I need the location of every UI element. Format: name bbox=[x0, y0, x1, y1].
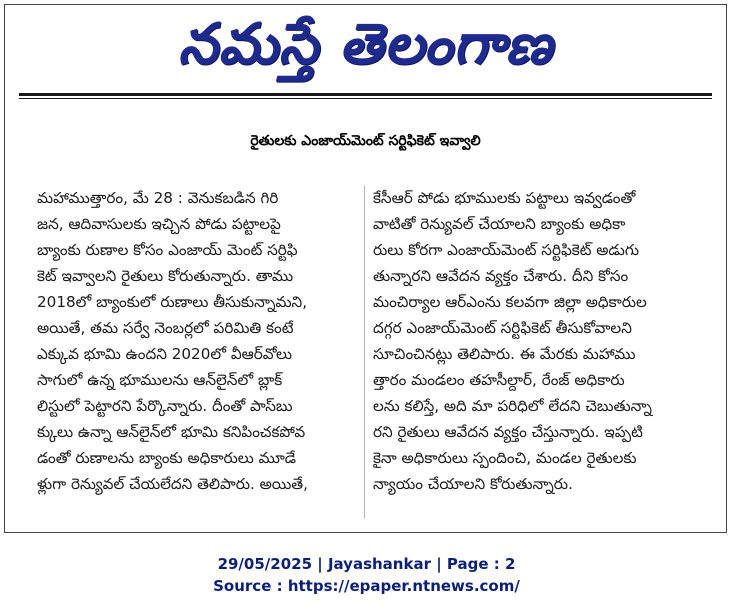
article-line: 2018లో బ్యాంకులో రుణాలు తీసుకున్నామని, bbox=[37, 293, 308, 311]
article-line: రని రైతులు ఆవేదన వ్యక్తం చేస్తున్నారు. ఇప్పటి bbox=[373, 423, 643, 441]
article-line: బ్యాంకు రుణాల కోసం ఎంజాయ్ మెంట్ సర్టిఫి bbox=[37, 241, 298, 259]
article-column-right bbox=[373, 185, 713, 497]
column-divider bbox=[364, 185, 365, 519]
newspaper-masthead: నమస్తే తెలంగాణ bbox=[178, 12, 553, 77]
article-line: వాటితో రెన్యువల్ చేయాలని బ్యాంకు అధికా bbox=[373, 215, 626, 233]
masthead-rule bbox=[19, 93, 712, 96]
article-line: లిస్టులో పెట్టారని పేర్కొన్నారు. దీంతో పాస్‌బు bbox=[37, 397, 293, 415]
article-line: కేసీఆర్ పోడు భూములకు పట్టాలు ఇవ్వడంతో bbox=[373, 189, 636, 207]
article-line: రులు కోరగా ఎంజాయ్‌మెంట్ సర్టిఫికెట్ అడుగు bbox=[373, 241, 640, 259]
article-line: సూచించినట్లు తెలిపారు. ఈ మేరకు మహాము bbox=[373, 345, 636, 363]
article-line: ఎక్కువ భూమి ఉందని 2020లో వీఆర్‌వోలు bbox=[37, 345, 293, 363]
article-line: అయితే, తమ సర్వే నెంబర్లలో పరిమితి కంటే bbox=[37, 319, 294, 337]
article-line: తున్నారని ఆవేదన వ్యక్తం చేశారు. దీని కోసం bbox=[373, 267, 629, 285]
footer-date-page: 29/05/2025 | Jayashankar | Page : 2 bbox=[217, 555, 516, 573]
article-line: కెట్ ఇవ్వాలని రైతులు కోరుతున్నారు. తాము bbox=[37, 267, 294, 285]
article-column-left bbox=[37, 185, 359, 497]
article-line: త్తారం మండలం తహసీల్దార్, రేంజ్ అధికారు bbox=[373, 371, 625, 389]
footer-source-link[interactable]: Source : https://epaper.ntnews.com/ bbox=[213, 577, 520, 595]
article-headline: రైతులకు ఎంజాయ్‌మెంట్ సర్టిఫికెట్ ఇవ్వాలి bbox=[250, 133, 481, 149]
article-line: ళ్లుగా రెన్యువల్ చేయలేదని తెలిపారు. అయితే, bbox=[37, 475, 308, 493]
article-line: డంతో రుణాలను బ్యాంకు అధికారులు మూడే bbox=[37, 449, 297, 467]
article-line: మహాముత్తారం, మే 28 : వెనుకబడిన గిరి bbox=[37, 189, 279, 207]
article-line: మంచిర్యాల ఆర్ఎంను కలవగా జిల్లా అధికారుల bbox=[373, 293, 647, 311]
source-footer bbox=[0, 553, 733, 597]
article-line: సాగులో ఉన్న భూములను ఆన్‌లైన్‌లో బ్లాక్ bbox=[37, 371, 283, 389]
article-line: దగ్గర ఎంజాయ్‌మెంట్ సర్టిఫికెట్ తీసుకోవాలని bbox=[373, 319, 632, 337]
article-line: జన, ఆదివాసులకు ఇచ్చిన పోడు పట్టాలపై bbox=[37, 215, 281, 233]
article-line: కైనా అధికారులు స్పందించి, మండల రైతులకు bbox=[373, 449, 637, 467]
article-line: క్కులు ఉన్నా ఆన్‌లైన్‌లో భూమి కనిపించకపోవ bbox=[37, 423, 306, 441]
newspaper-clipping bbox=[4, 4, 727, 533]
article-line: న్యాయం చేయాలని కోరుతున్నారు. bbox=[373, 475, 573, 493]
masthead-rule-thin bbox=[19, 98, 712, 99]
article-line: లను కలిస్తే, అది మా పరిధిలో లేదని చెబుతున్నా bbox=[373, 397, 652, 415]
